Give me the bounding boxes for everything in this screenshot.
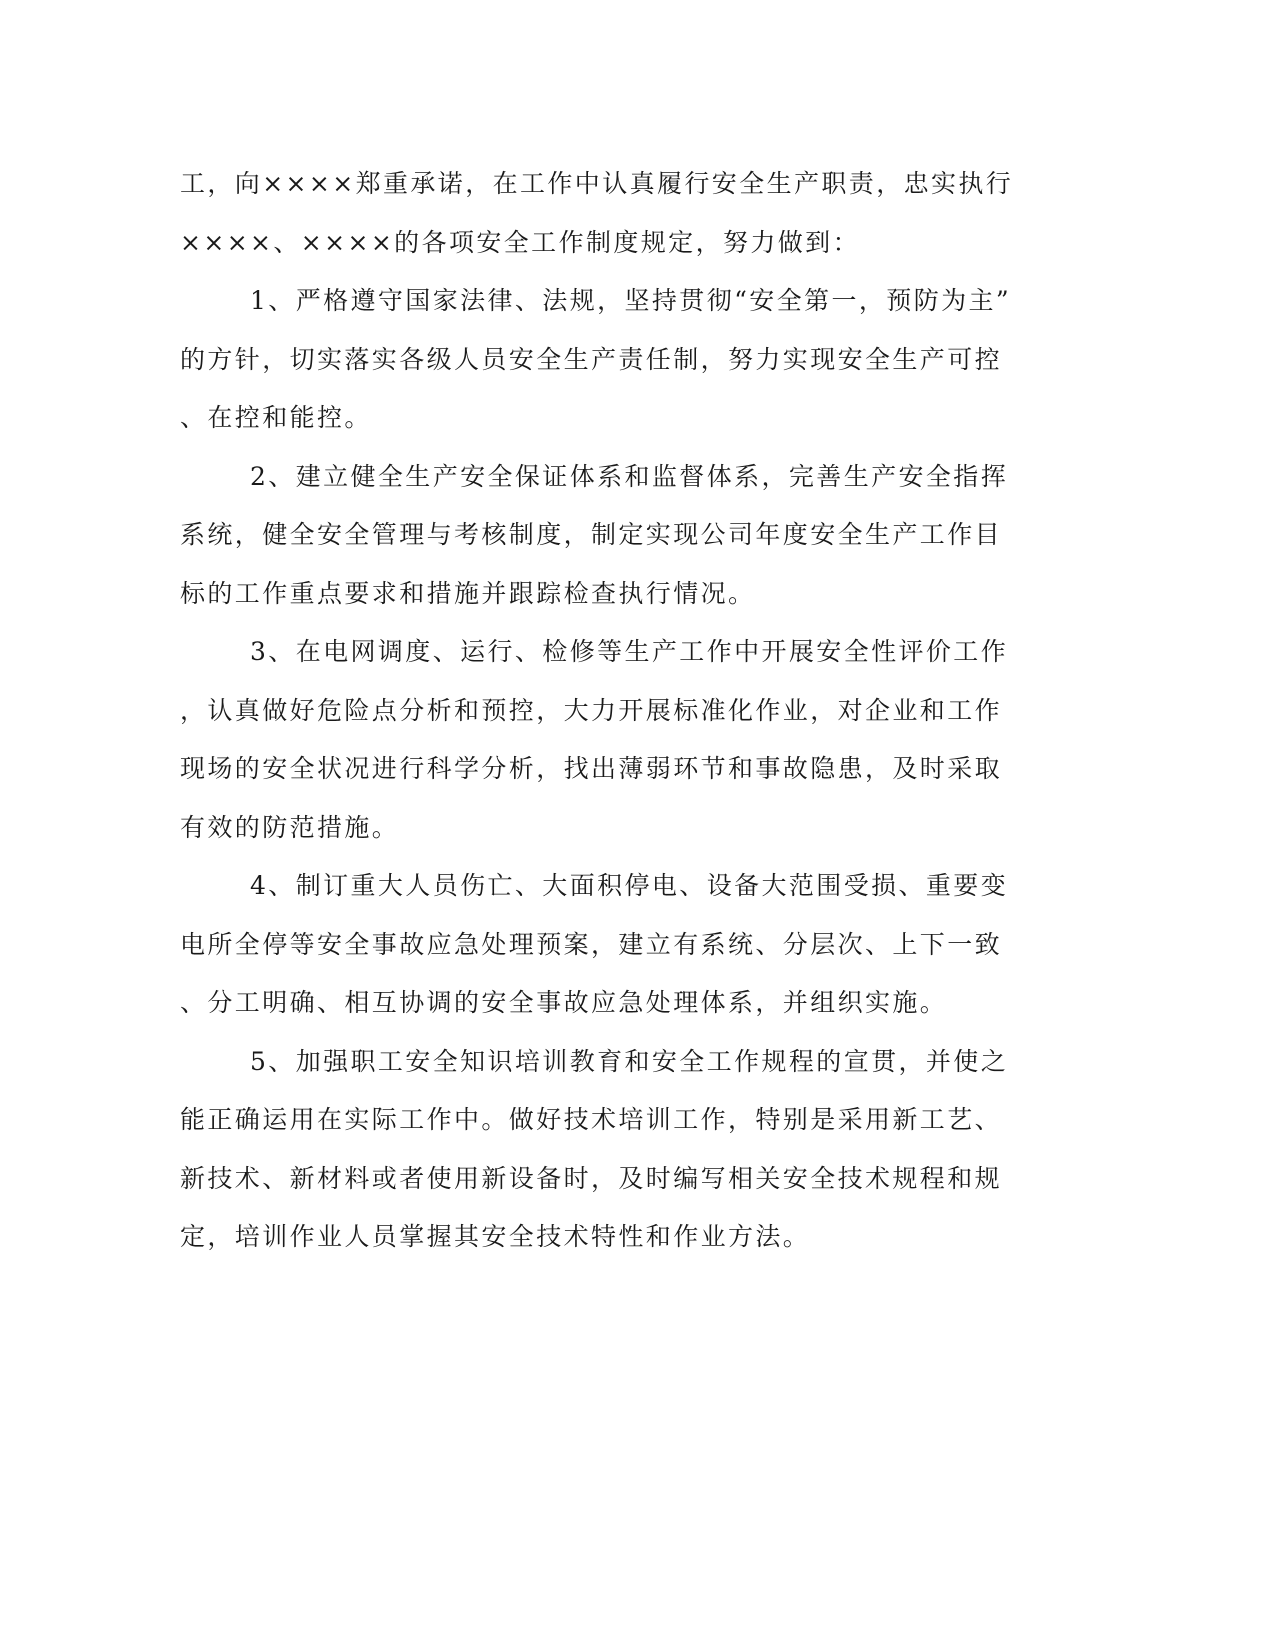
text-line: 工，向××××郑重承诺，在工作中认真履行安全生产职责，忠实执行 (180, 169, 1014, 198)
text-line: 新技术、新材料或者使用新设备时，及时编写相关安全技术规程和规 (180, 1163, 1003, 1193)
paragraph-5-start: 5、加强职工安全知识培训教育和安全工作规程的宣贯，并使之 (250, 1046, 1009, 1076)
text-line: 现场的安全状况进行科学分析，找出薄弱环节和事故隐患，及时采取 (180, 754, 1003, 783)
text-line: ××××、××××的各项安全工作制度规定，努力做到： (180, 227, 860, 257)
text-line: 能正确运用在实际工作中。做好技术培训工作，特别是采用新工艺、 (180, 1105, 1003, 1134)
text-line: 的方针，切实落实各级人员安全生产责任制，努力实现安全生产可控 (180, 344, 1003, 374)
text-line: 、在控和能控。 (180, 403, 372, 432)
text-line: 标的工作重点要求和措施并跟踪检查执行情况。 (180, 578, 756, 608)
text-line: 有效的防范措施。 (180, 812, 400, 842)
text-line: 定，培训作业人员掌握其安全技术特性和作业方法。 (180, 1222, 811, 1251)
text-line: 、分工明确、相互协调的安全事故应急处理体系，并组织实施。 (180, 988, 948, 1017)
text-line: 电所全停等安全事故应急处理预案，建立有系统、分层次、上下一致 (180, 929, 1003, 959)
text-line: 系统，健全安全管理与考核制度，制定实现公司年度安全生产工作目 (180, 520, 1003, 549)
text-line: ，认真做好危险点分析和预控，大力开展标准化作业，对企业和工作 (180, 695, 1003, 725)
paragraph-2-start: 2、建立健全生产安全保证体系和监督体系，完善生产安全指挥 (250, 461, 1009, 491)
paragraph-3-start: 3、在电网调度、运行、检修等生产工作中开展安全性评价工作 (250, 637, 1009, 666)
paragraph-1-start: 1、严格遵守国家法律、法规，坚持贯彻“安全第一，预防为主” (250, 286, 1012, 315)
paragraph-4-start: 4、制订重大人员伤亡、大面积停电、设备大范围受损、重要变 (250, 871, 1009, 900)
document-body (180, 155, 1014, 1267)
